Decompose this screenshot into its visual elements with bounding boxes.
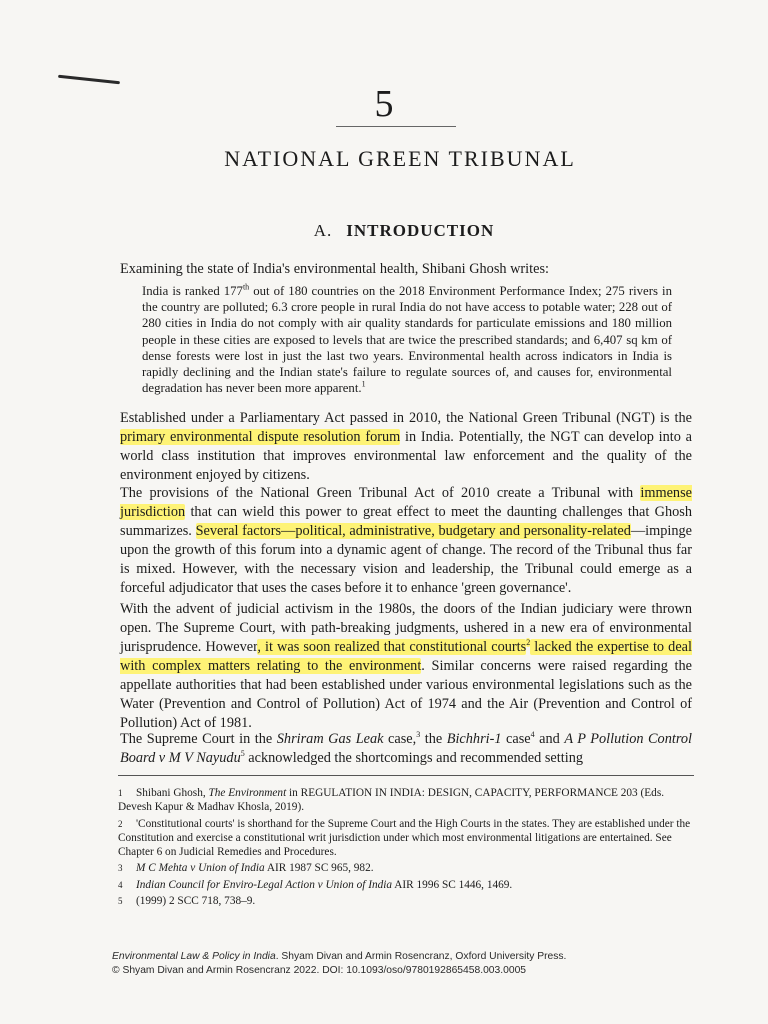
footnotes xyxy=(118,786,698,910)
book-title: Environmental Law & Policy in India xyxy=(112,951,276,962)
intro-line: Examining the state of India's environmental health, Shibani Ghosh writes: xyxy=(120,261,550,277)
publication-line-1 xyxy=(112,950,712,964)
para3-text-a: With the advent of judicial activism in the 1980s, the doors of the Indian judiciary were thrown open. The Supreme Court, with path-breaking judgments, ushered in a new era of environmental jurisprudence. However xyxy=(120,601,692,655)
footnote-number: 1 xyxy=(118,788,123,798)
para2-text-b: that can wield this power to great effect to meet the daunting challenges that Ghosh summarizes. xyxy=(120,504,692,539)
quote-text-start: India is ranked 177 xyxy=(142,284,243,298)
footnote-text-end: AIR 1996 SC 1446, 1469. xyxy=(392,878,513,891)
case-bichhri: Bichhri-1 xyxy=(446,731,502,747)
case-nayudu: A P Pollution Control Board v M V Nayudu xyxy=(120,731,692,766)
highlight-several-factors: Several factors—political, administrative, budgetary and personality-related xyxy=(195,523,631,539)
footnote-italic: The Environment xyxy=(208,787,287,799)
para4-text-e: and xyxy=(534,731,565,747)
chapter-number: 5 xyxy=(374,83,394,125)
highlight-constitutional-courts: , it was soon realized that constitutional courts xyxy=(257,639,527,655)
para4-text-a: The Supreme Court in the xyxy=(120,731,277,747)
footnote-italic: Indian Council for Enviro-Legal Action v Union of India xyxy=(136,878,393,891)
case-shriram: Shriram Gas Leak xyxy=(276,731,384,747)
footnote-ref-3: 3 xyxy=(416,730,421,740)
footnote-4 xyxy=(118,878,698,892)
para2-text-c: —impinge upon the growth of this forum into a dynamic agent of change. The record of the Tribunal thus far is mixed. However, with the necessary vision and leadership, the Tribunal could emerge as a forceful adjudicator that uses the cases before it to enhance 'green governance'. xyxy=(120,523,692,596)
publication-info xyxy=(112,950,712,978)
para4-text-b: case, xyxy=(383,731,417,747)
para2-text-a: The provisions of the National Green Tribunal Act of 2010 create a Tribunal with xyxy=(120,485,641,501)
footnote-5 xyxy=(118,894,698,908)
footnote-text: (1999) 2 SCC 718, 738–9. xyxy=(136,895,256,908)
paragraph-supreme-court-cases xyxy=(120,730,692,768)
footnote-ref-1: 1 xyxy=(361,379,366,389)
footnote-text: 'Constitutional courts' is shorthand for the Supreme Court and the High Courts in the states. They are established under the Constitution and exercise a constitutional writ jurisdiction under which most environmental litigations are entertained. See Chapter 6 on Judicial Remedies and Procedures. xyxy=(118,817,691,859)
footnote-2 xyxy=(118,817,698,860)
footnote-text: Shibani Ghosh, xyxy=(136,787,209,799)
para4-text-d: case xyxy=(501,731,531,747)
book-authors: . Shyam Divan and Armin Rosencranz, Oxford University Press. xyxy=(275,951,567,962)
publication-line-2: © Shyam Divan and Armin Rosencranz 2022. DOI: 10.1093/oso/9780192865458.003.0005 xyxy=(112,965,527,976)
highlight-lacked-expertise: lacked the expertise to deal with complex matters relating to the environment xyxy=(120,639,692,674)
para4-text-f: acknowledged the shortcomings and recommended setting xyxy=(244,750,583,766)
para3-text-b: . Similar concerns were raised regarding the appellate authorities that had been established under various environmental legislations such as the Water (Prevention and Control of Pollution) Act of 1974 and the Air (Prevention and Control of Pollution) Act of 1981. xyxy=(120,658,692,731)
highlight-primary-forum: primary environmental dispute resolution forum xyxy=(120,429,401,445)
footnote-ref-2: 2 xyxy=(526,638,531,648)
chapter-title: NATIONAL GREEN TRIBUNAL xyxy=(224,146,576,171)
footnote-text-end: in REGULATION IN INDIA: DESIGN, CAPACITY, PERFORMANCE 203 (Eds. Devesh Kapur & Madhav Khosla, 2019). xyxy=(118,787,665,814)
para1-text-a: Established under a Parliamentary Act passed in 2010, the National Green Tribunal (NGT) is the xyxy=(120,410,692,426)
quote-ordinal: th xyxy=(242,282,250,292)
footnote-ref-5: 5 xyxy=(240,749,245,759)
footnote-number: 4 xyxy=(118,879,123,890)
footnote-ref-4: 4 xyxy=(530,730,535,740)
para4-text-c: the xyxy=(420,731,447,747)
footnote-number: 3 xyxy=(118,863,123,874)
section-heading xyxy=(0,221,768,241)
footnote-3 xyxy=(118,861,698,875)
footnote-1 xyxy=(118,786,698,815)
paragraph-ngt-established xyxy=(120,409,692,485)
paragraph-judicial-activism xyxy=(120,600,692,733)
section-letter: A. xyxy=(313,221,333,240)
chapter-rule xyxy=(336,126,456,127)
footnote-number: 5 xyxy=(118,896,123,907)
footnote-number: 2 xyxy=(118,818,123,829)
footnote-text-end: AIR 1987 SC 965, 982. xyxy=(264,862,374,875)
footnote-italic: M C Mehta v Union of India xyxy=(136,862,265,875)
highlight-immense-jurisdiction: immense jurisdiction xyxy=(120,485,692,520)
footnote-divider xyxy=(118,775,694,776)
block-quote xyxy=(142,283,672,396)
quote-text: out of 180 countries on the 2018 Environment Performance Index; 275 rivers in the country are polluted; 6.3 crore people in rural India do not have access to potable water; 228 out of 280 cities in India do not comply with air quality standards for particulate emissions and 180 million people in these cities are exposed to levels that are twice the prescribed standards; and 6,407 sq km of dense forests were lost in just the last two years. Environmental health across indicators in India is rapidly declining and the Indian state's failure to regulate sources of, and causes for, environmental degradation has never been more apparent. xyxy=(142,284,672,396)
section-title: INTRODUCTION xyxy=(346,221,495,240)
paragraph-ngt-provisions xyxy=(120,484,692,598)
para1-text-b: in India. Potentially, the NGT can develop into a world class institution that improves environmental law enforcement and the quality of the environment enjoyed by citizens. xyxy=(120,429,692,483)
